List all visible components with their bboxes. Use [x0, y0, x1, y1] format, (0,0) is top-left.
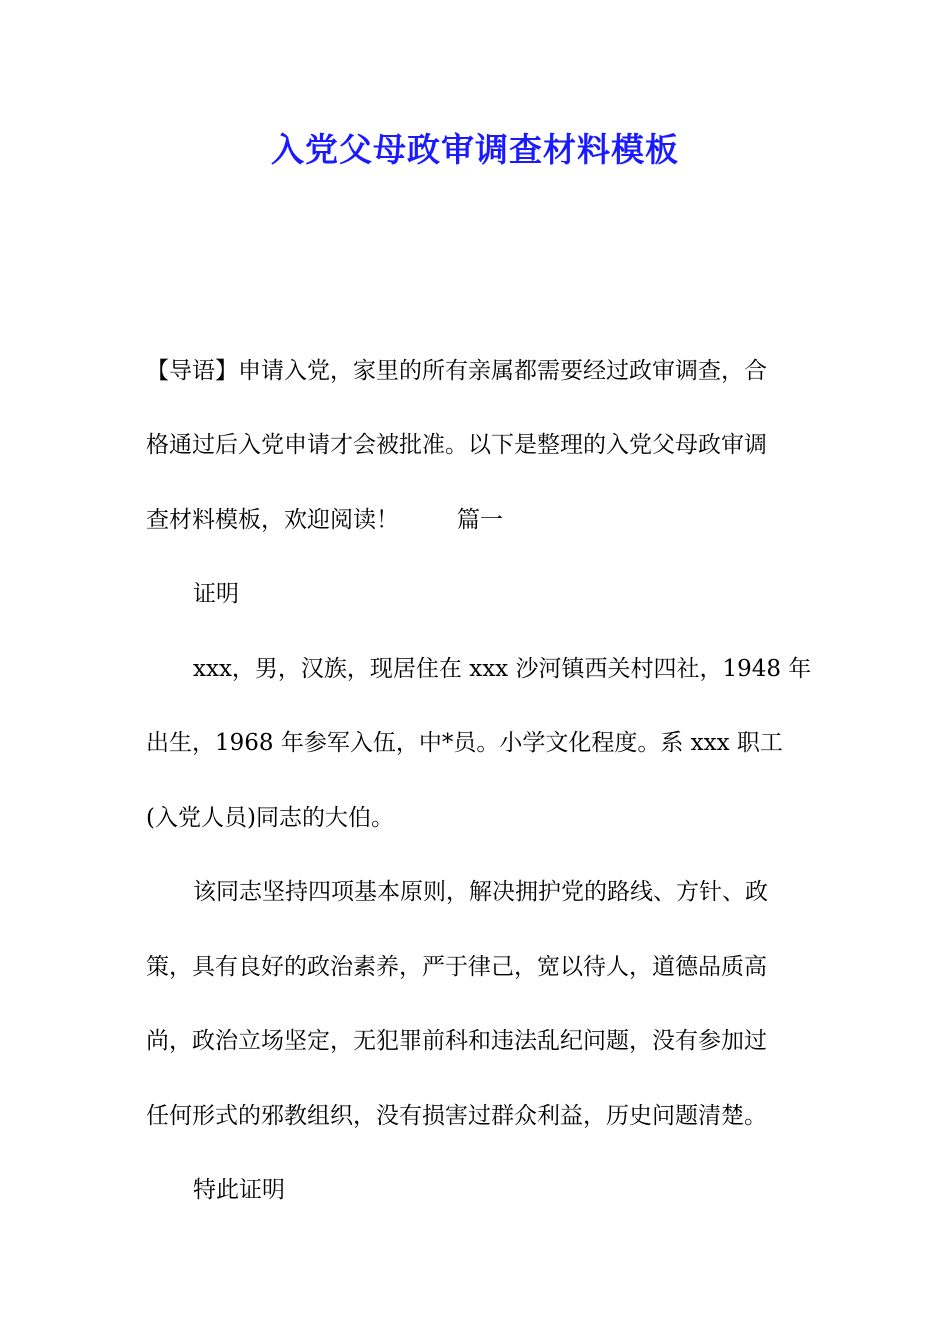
intro-line-3 [146, 503, 816, 537]
para2-line-3: 尚，政治立场坚定，无犯罪前科和违法乱纪问题，没有参加过 [146, 1028, 767, 1054]
para1-line-3: (入党人员)同志的大伯。 [146, 805, 394, 831]
certificate-heading: 证明 [193, 581, 239, 607]
para2-line-2: 策，具有良好的政治素养，严于律己，宽以待人，道德品质高 [146, 954, 767, 980]
para2-line-4: 任何形式的邪教组织，没有损害过群众利益，历史问题清楚。 [146, 1103, 767, 1129]
intro-line-1: 【导语】申请入党，家里的所有亲属都需要经过政审调查，合 [146, 358, 767, 384]
para2-line-1: 该同志坚持四项基本原则，解决拥护党的路线、方针、政 [193, 879, 768, 905]
document-title: 入党父母政审调查材料模板 [271, 130, 679, 169]
para1-line-2: 出生，1968 年参军入伍，中*员。小学文化程度。系 xxx 职工 [146, 730, 783, 756]
para1-line-1: xxx，男，汉族，现居住在 xxx 沙河镇西关村四社，1948 年 [193, 656, 812, 682]
section-label: 篇一 [457, 507, 503, 533]
intro-line-2: 格通过后入党申请才会被批准。以下是整理的入党父母政审调 [146, 432, 767, 458]
intro-line-3-text: 查材料模板，欢迎阅读！ [146, 507, 399, 533]
closing-text: 特此证明 [193, 1177, 285, 1203]
